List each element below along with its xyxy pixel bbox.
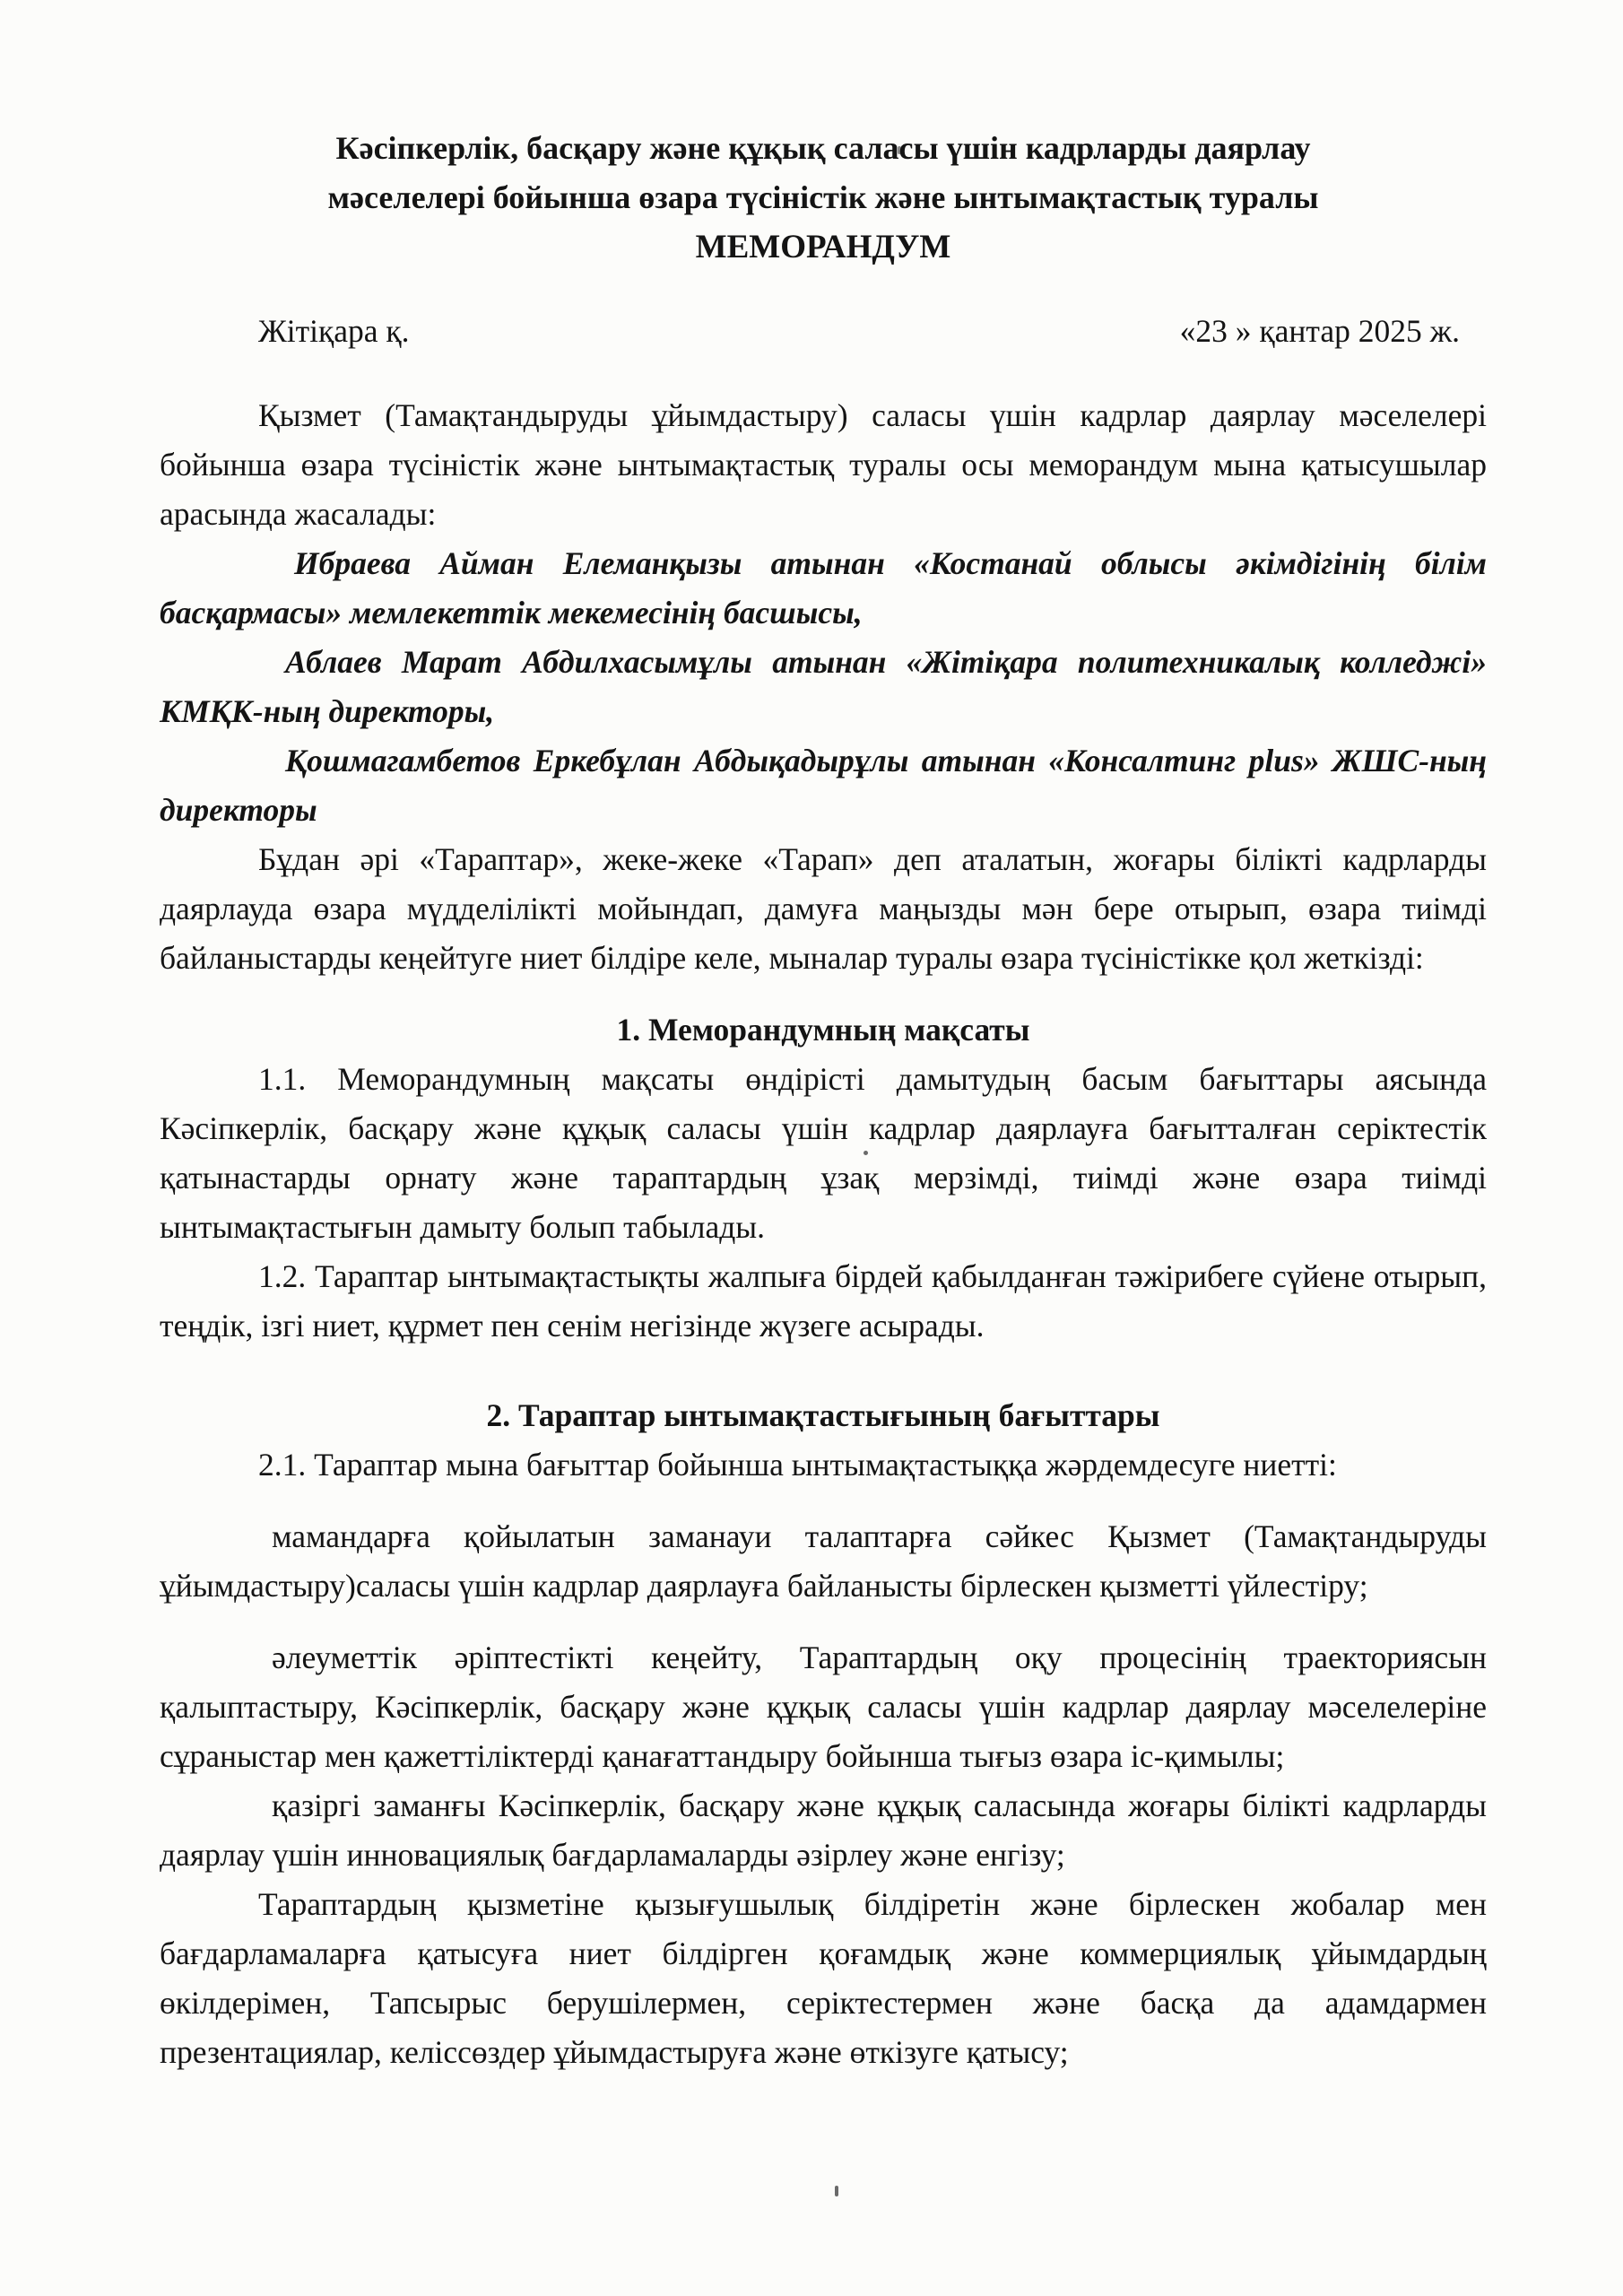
preamble-paragraph: Бұдан әрі «Тараптар», жеке-жеке «Тарап» деп аталатын, жоғары білікті кадрларды даярлауда өзара мүдделілікті мойындап, дамуға маңызды мән бере отырып, өзара тиімді байланыстарды кеңейтуге ниет білдіре келе, мыналар туралы өзара түсіністікке қол жеткізді: (160, 841, 1487, 976)
section-2-heading: 2. Тараптар ынтымақтастығының бағыттары (486, 1397, 1160, 1433)
intro-paragraph: Қызмет (Тамақтандыруды ұйымдастыру) саласы үшін кадрлар даярлау мәселелері бойынша өзара түсіністік және ынтымақтастық туралы осы меморандум мына қатысушылар арасында жасалады: (160, 397, 1487, 532)
document-title-main: МЕМОРАНДУМ (695, 229, 951, 265)
section-2-bullet: мамандарға қойылатын заманауи талаптарға сәйкес Қызмет (Тамақтандыруды ұйымдастыру)саласы үшін кадрлар даярлауға байланысты бірлескен қызметті үйлестіру; (160, 1518, 1487, 1604)
document-place: Жітіқара қ. (258, 313, 410, 349)
document-title-line: Кәсіпкерлік, басқару және құқық саласы үшін кадрларды даярлау (335, 130, 1311, 166)
section-1-item: 1.2. Тараптар ынтымақтастықты жалпыға бірдей қабылданған тәжірибеге сүйене отырып, теңдік, ізгі ниет, құрмет пен сенім негізінде жүзеге асырады. (160, 1258, 1487, 1344)
section-2-bullet: Тараптардың қызметіне қызығушылық білдіретін және бірлескен жобалар мен бағдарламаларға қатысуға ниет білдірген қоғамдық және коммерциялық ұйымдардың өкілдерімен, Тапсырыс берушілермен, серіктестермен және басқа да адамдармен презентациялар, келіссөздер ұйымдастыруға және өткізуге қатысу; (160, 1886, 1487, 2070)
section-2-lead: 2.1. Тараптар мына бағыттар бойынша ынтымақтастыққа жәрдемдесуге ниетті: (258, 1447, 1337, 1483)
party-2: Аблаев Марат Абдилхасымұлы атынан «Жітіқара политехникалық колледжі» КМҚК-ның директоры, (160, 644, 1487, 729)
document-title-line: мәселелері бойынша өзара түсіністік және ынтымақтастық туралы (327, 179, 1319, 215)
document-date: «23 » қантар 2025 ж. (1179, 313, 1460, 349)
section-2-bullet: әлеуметтік әріптестікті кеңейту, Тараптардың оқу процесінің траекториясын қалыптастыру, Кәсіпкерлік, басқару және құқық саласы үшін кадрлар даярлау мәселелеріне сұраныстар мен қажеттіліктерді қанағаттандыру бойынша тығыз өзара іс-қимылы; (160, 1639, 1487, 1774)
document-body (160, 124, 1487, 2077)
party-1: Ибраева Айман Елеманқызы атынан «Костанай облысы әкімдігінің білім басқармасы» мемлекеттік мекемесінің басшысы, (160, 545, 1487, 631)
section-1-heading: 1. Меморандумның мақсаты (616, 1012, 1030, 1048)
section-1-item: 1.1. Меморандумның мақсаты өндірісті дамытудың басым бағыттары аясында Кәсіпкерлік, басқару және құқық саласы үшін кадрлар даярлауға бағытталған серіктестік қатынастарды орнату және тараптардың ұзақ мерзімді, тиімді және өзара тиімді ынтымақтастығын дамыту болып табылады. (160, 1061, 1487, 1245)
scan-speck (835, 2186, 838, 2196)
section-2-bullet: қазіргі заманғы Кәсіпкерлік, басқару және құқық саласында жоғары білікті кадрларды даярлау үшін инновациялық бағдарламаларды әзірлеу және енгізу; (160, 1787, 1487, 1873)
place-date-row (160, 307, 1487, 356)
party-3: Қошмагамбетов Еркебұлан Абдықадырұлы атынан «Консалтинг plus» ЖШС-ның директоры (160, 743, 1487, 828)
